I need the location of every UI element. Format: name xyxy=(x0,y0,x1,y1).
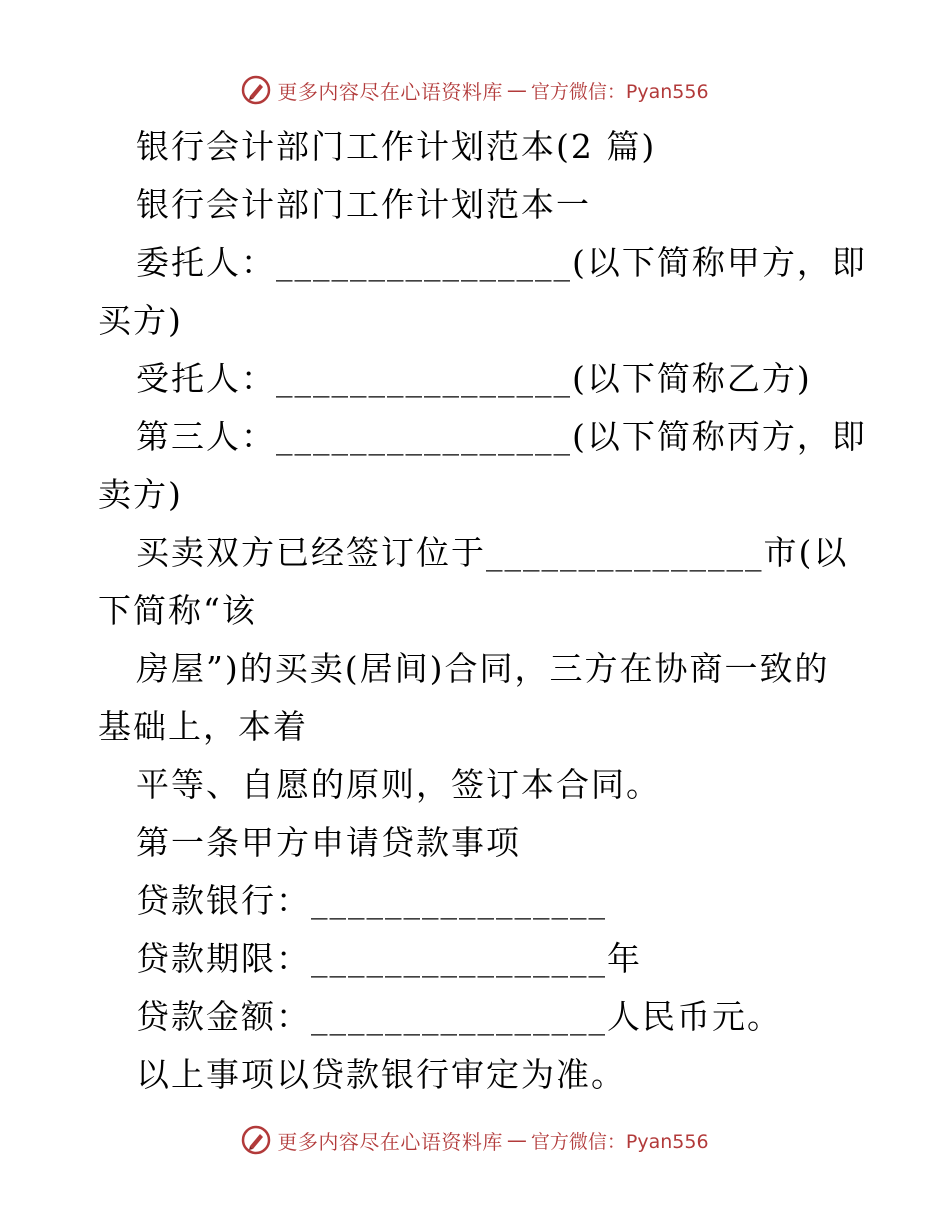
doc-line-entrustor-cont: 买方) xyxy=(98,301,183,340)
banner-site-text: 更多内容尽在心语资料库 xyxy=(277,1129,503,1154)
doc-paragraph-line: 买卖双方已经签订位于_______________市(以 xyxy=(136,533,849,572)
doc-field-loan-term: 贷款期限：________________年 xyxy=(136,939,642,978)
doc-line-third-party: 第三人：________________(以下简称丙方，即 xyxy=(136,417,867,456)
doc-section-heading: 第一条甲方申请贷款事项 xyxy=(136,823,521,862)
banner-separator: — xyxy=(506,78,527,102)
doc-closing-line: 以上事项以贷款银行审定为准。 xyxy=(136,1055,626,1094)
doc-field-loan-amount: 贷款金额：________________人民币元。 xyxy=(136,997,782,1036)
document-body xyxy=(98,118,867,1104)
banner-site-text: 更多内容尽在心语资料库 xyxy=(277,79,503,104)
doc-paragraph-line: 基础上，本着 xyxy=(98,707,308,746)
doc-line-third-party-cont: 卖方) xyxy=(98,475,183,514)
doc-subtitle: 银行会计部门工作计划范本一 xyxy=(136,185,591,224)
doc-paragraph-line: 下简称“该 xyxy=(98,591,257,630)
doc-line-entrustor: 委托人：________________(以下简称甲方，即 xyxy=(136,243,867,282)
banner-wechat-text: 官方微信：Pyan556 xyxy=(530,1130,709,1153)
doc-field-loan-bank: 贷款银行：________________ xyxy=(136,881,607,920)
doc-line-trustee: 受托人：________________(以下简称乙方) xyxy=(136,359,812,398)
banner-wechat-text: 官方微信：Pyan556 xyxy=(530,80,709,103)
doc-paragraph-line: 房屋”)的买卖(居间)合同，三方在协商一致的 xyxy=(136,649,830,688)
banner-separator: — xyxy=(506,1128,527,1152)
pen-logo-icon xyxy=(241,75,271,105)
header-banner xyxy=(0,70,950,110)
footer-banner xyxy=(0,1120,950,1160)
pen-logo-icon xyxy=(241,1125,271,1155)
doc-title: 银行会计部门工作计划范本(2 篇) xyxy=(136,127,657,166)
doc-paragraph-line: 平等、自愿的原则，签订本合同。 xyxy=(136,765,661,804)
